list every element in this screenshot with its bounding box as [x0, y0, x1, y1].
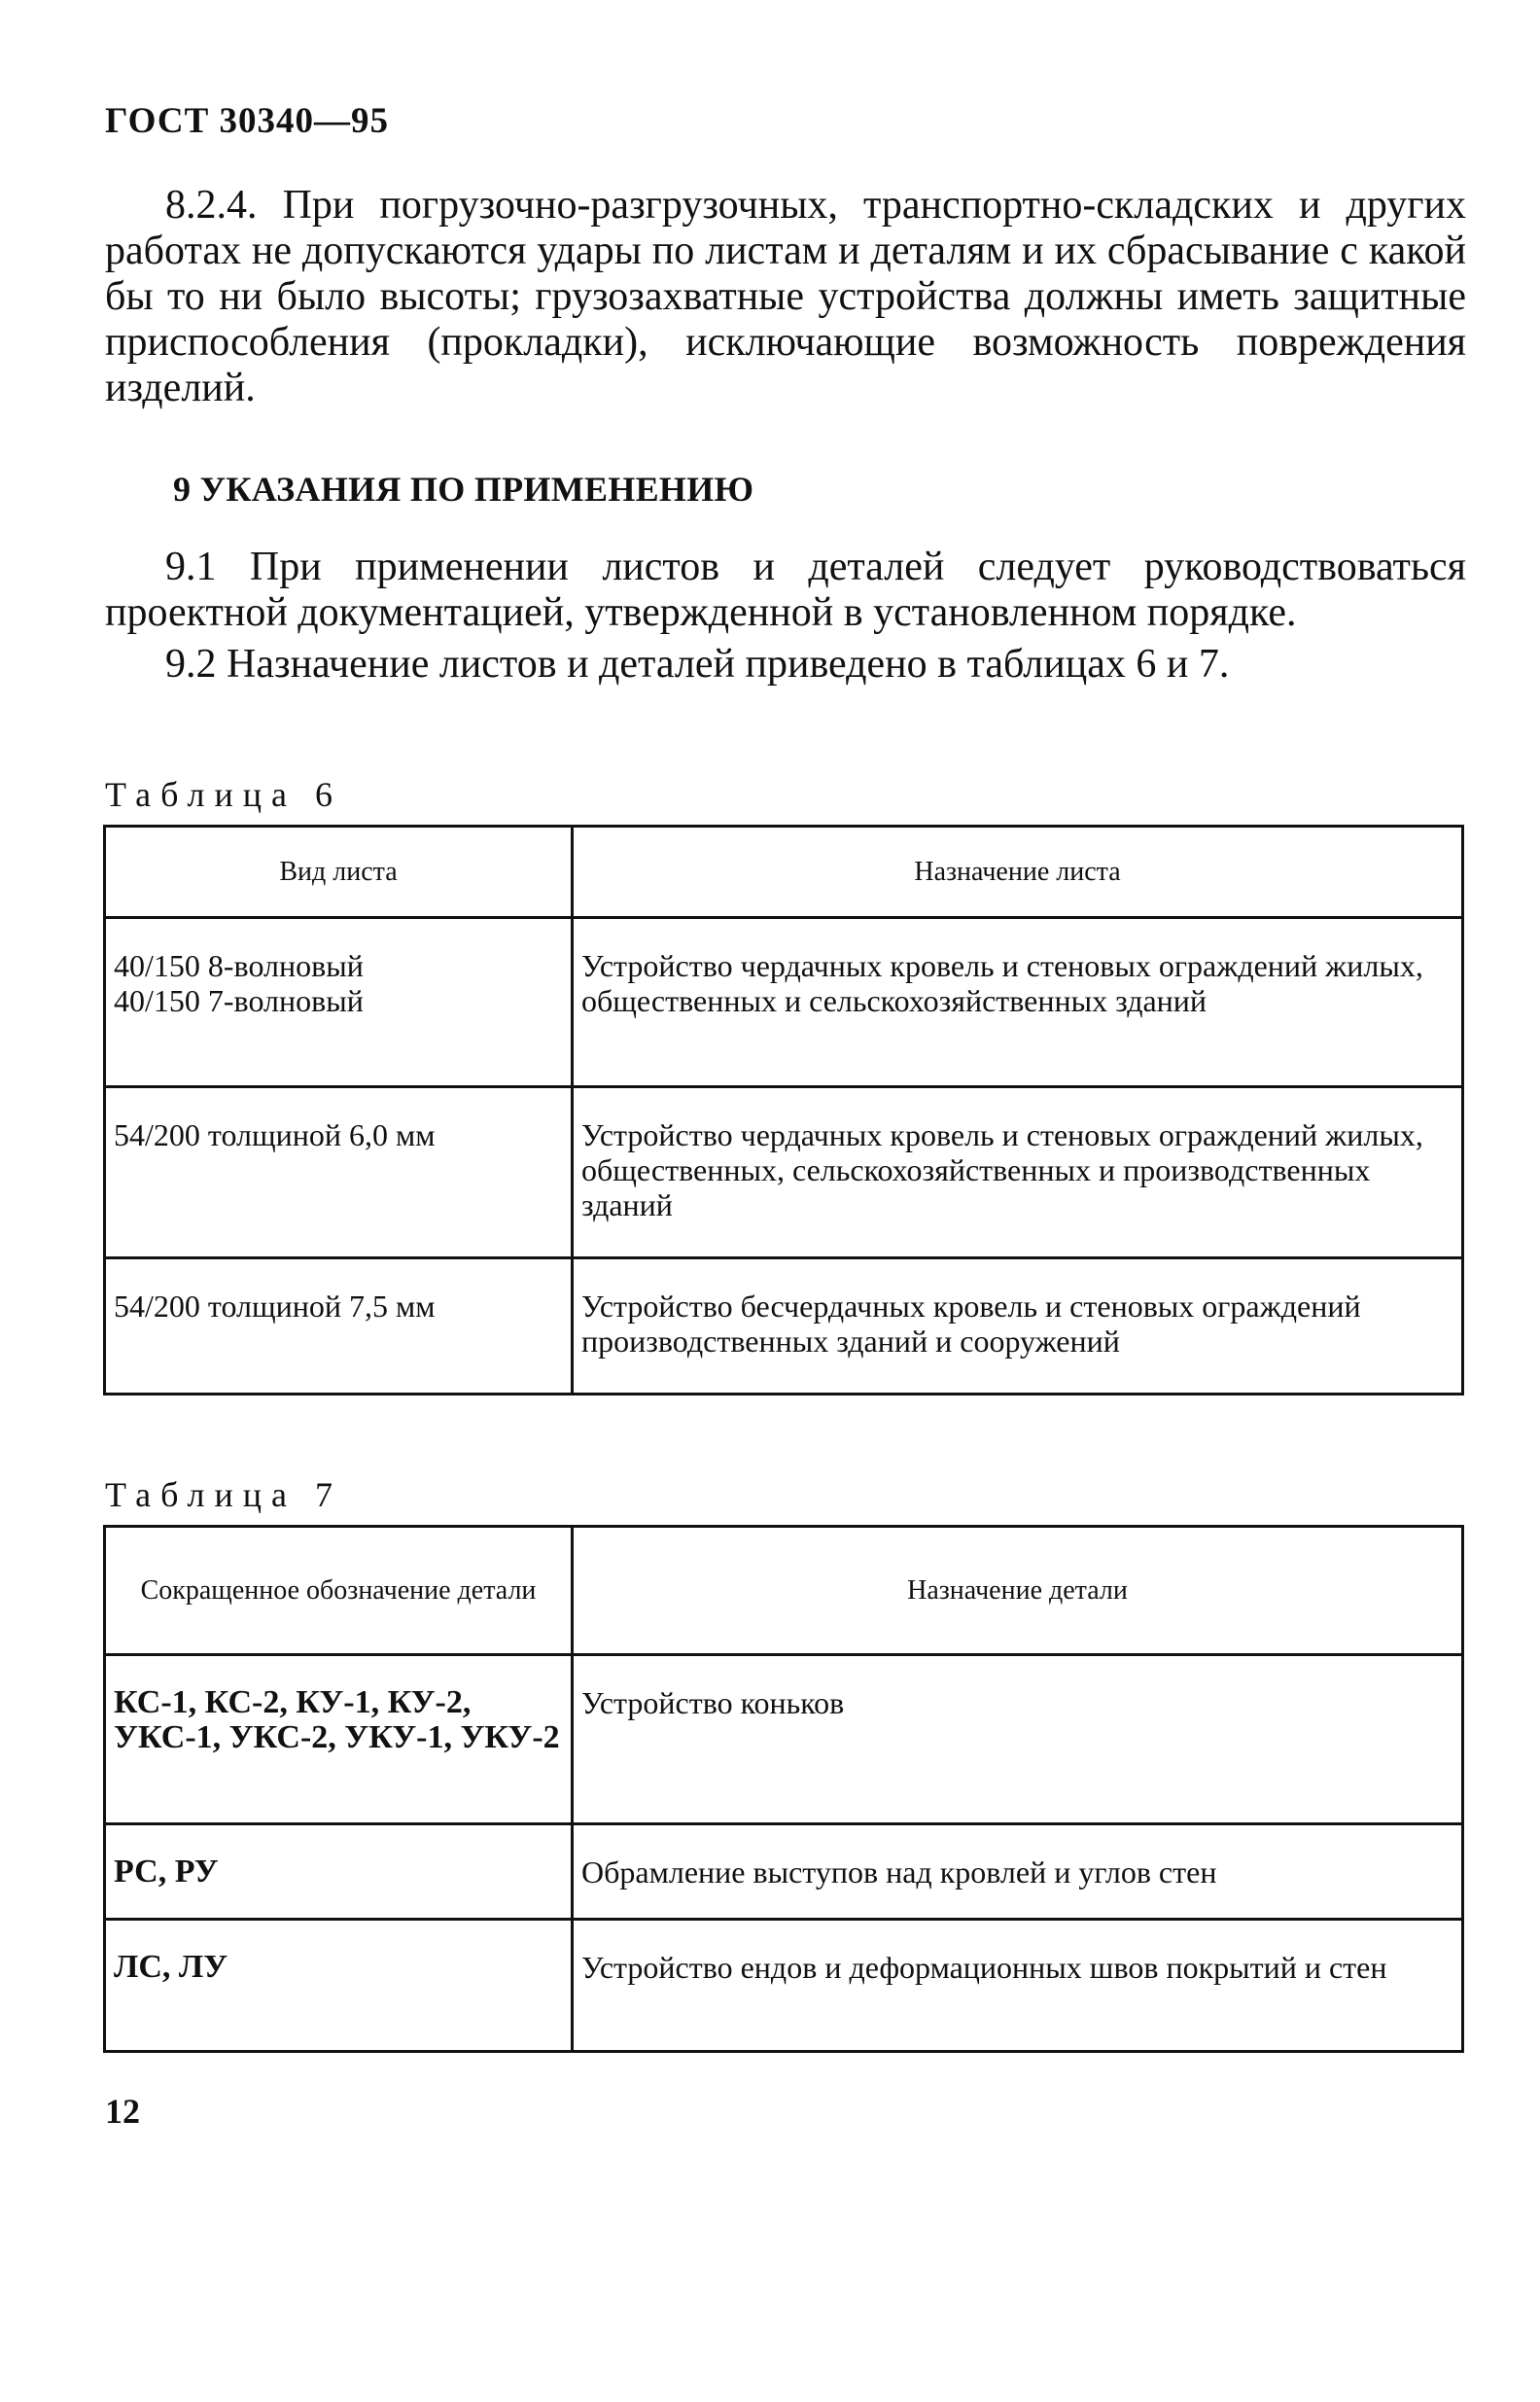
- table-row: [105, 1920, 1463, 2052]
- paragraph-9-1: 9.1 При применении листов и деталей следует руководствоваться проектной документацией, утвержденной в установленном порядке.: [105, 545, 1466, 635]
- table-row: [105, 1087, 1463, 1258]
- table-cell: Устройство ендов и деформационных швов покрытий и стен: [573, 1920, 1463, 2052]
- table-cell: Обрамление выступов над кровлей и углов стен: [573, 1824, 1463, 1920]
- document-header: ГОСТ 30340—95: [105, 101, 389, 141]
- table-cell: 40/150 8-волновый 40/150 7-волновый: [105, 918, 573, 1087]
- table-cell: КС-1, КС-2, КУ-1, КУ-2, УКС-1, УКС-2, УКУ-1, УКУ-2: [105, 1655, 573, 1824]
- page-number: 12: [105, 2092, 140, 2131]
- table-header: Вид листа: [105, 827, 573, 918]
- table-header: Сокращенное обозначение детали: [105, 1527, 573, 1655]
- table-cell: Устройство чердачных кровель и стеновых ограждений жилых, общественных и сельскохозяйственных зданий: [573, 918, 1463, 1087]
- table-header: Назначение листа: [573, 827, 1463, 918]
- table-cell: Устройство чердачных кровель и стеновых ограждений жилых, общественных, сельскохозяйственных и производственных зданий: [573, 1087, 1463, 1258]
- table-6-caption: Таблица 6: [105, 775, 342, 814]
- section-heading: 9 УКАЗАНИЯ ПО ПРИМЕНЕНИЮ: [173, 470, 754, 509]
- table-cell: 54/200 толщиной 7,5 мм: [105, 1258, 573, 1395]
- table-cell: Устройство коньков: [573, 1655, 1463, 1824]
- table-6: [103, 825, 1464, 1395]
- table-row: [105, 918, 1463, 1087]
- table-cell: РС, РУ: [105, 1824, 573, 1920]
- table-cell: Устройство бесчердачных кровель и стеновых ограждений производственных зданий и сооружений: [573, 1258, 1463, 1395]
- table-row: [105, 1258, 1463, 1395]
- table-row: [105, 1655, 1463, 1824]
- table-header: Назначение детали: [573, 1527, 1463, 1655]
- table-cell: ЛС, ЛУ: [105, 1920, 573, 2052]
- table-7-caption: Таблица 7: [105, 1475, 342, 1514]
- table-cell: 54/200 толщиной 6,0 мм: [105, 1087, 573, 1258]
- table-row: [105, 1824, 1463, 1920]
- paragraph-9-2: 9.2 Назначение листов и деталей приведено в таблицах 6 и 7.: [165, 642, 1230, 687]
- paragraph-8-2-4: 8.2.4. При погрузочно-разгрузочных, транспортно-складских и других работах не допускаются удары по листам и деталям и их сбрасывание с какой бы то ни было высоты; грузозахватные устройства должны иметь защитные приспособления (прокладки), исключающие возможность повреждения изделий.: [105, 183, 1466, 410]
- table-7: [103, 1525, 1464, 2053]
